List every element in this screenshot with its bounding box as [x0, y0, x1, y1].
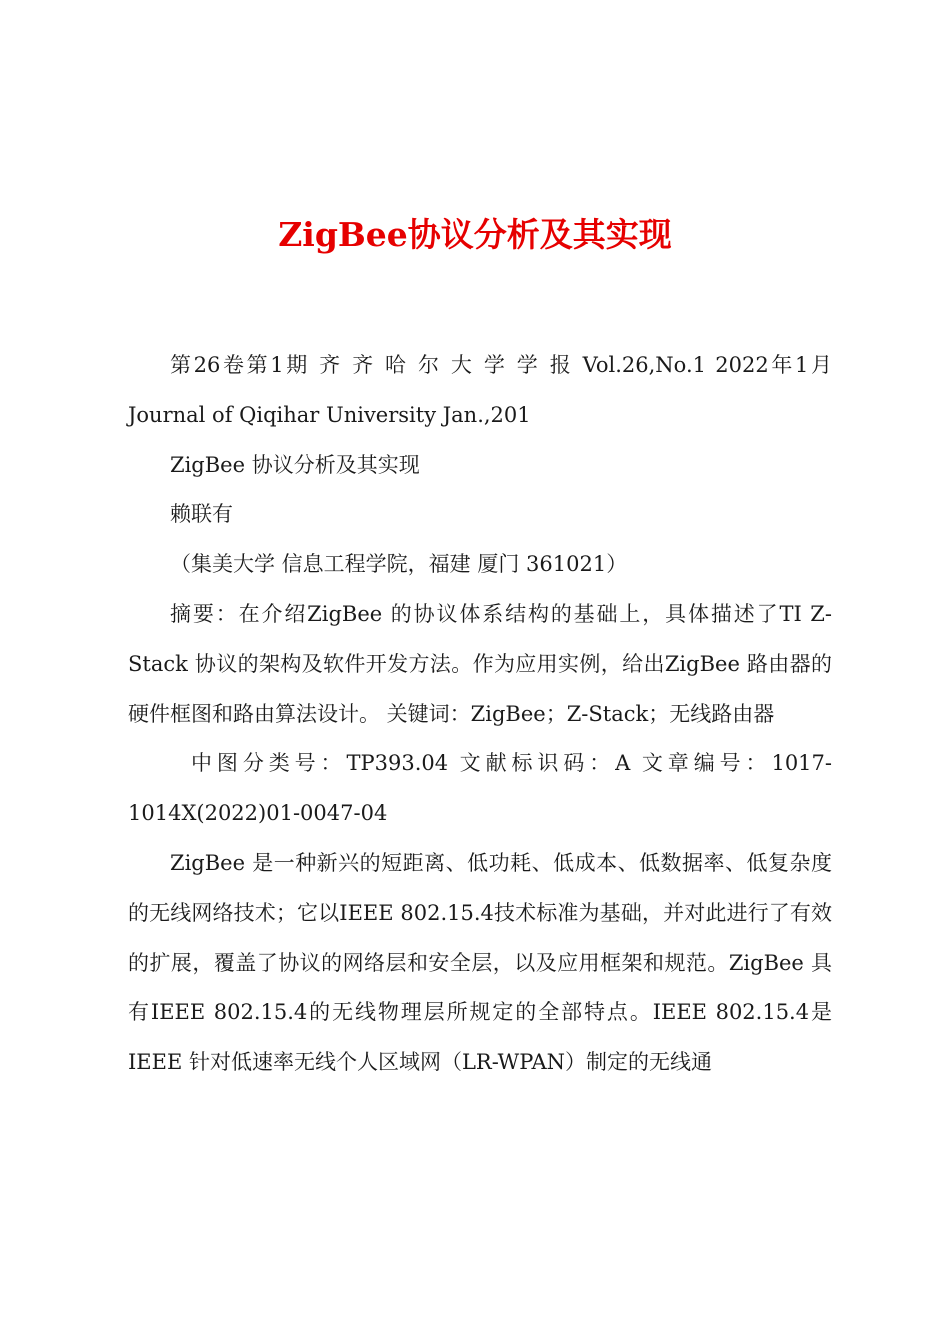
intro-paragraph: ZigBee 是一种新兴的短距离、低功耗、低成本、低数据率、低复杂度的无线网络技术；它以IEEE 802.15.4技术标准为基础，并对此进行了有效的扩展，覆盖了协议的网络层和安全层，以及应用框架和规范。ZigBee 具有IEEE 802.15.4的无线物理层所规定的全部特点。IEEE 802.15.4是IEEE 针对低速率无线个人区域网（LR-WPAN）制定的无线通	[128, 850, 832, 1075]
author: 赖联有	[170, 502, 233, 527]
journal-line: 第26卷第1期 齐 齐 哈 尔 大 学 学 报 Vol.26,No.1 2022年1月 Journal of Qiqihar University Jan.,201	[128, 353, 832, 427]
classification: 中图分类号：TP393.04 文献标识码：A 文章编号：1017-1014X(2022)01-0047-04	[128, 751, 832, 826]
document-body	[128, 341, 832, 1088]
article-title: ZigBee 协议分析及其实现	[170, 452, 420, 477]
document-title: ZigBee协议分析及其实现	[278, 215, 672, 254]
abstract: 摘要：在介绍ZigBee 的协议体系结构的基础上，具体描述了TI Z-Stack 协议的架构及软件开发方法。作为应用实例，给出ZigBee 路由器的硬件框图和路由算法设计。 关键词：ZigBee；Z-Stack；无线路由器	[128, 601, 832, 726]
affiliation: （集美大学 信息工程学院，福建 厦门 361021）	[170, 552, 628, 577]
